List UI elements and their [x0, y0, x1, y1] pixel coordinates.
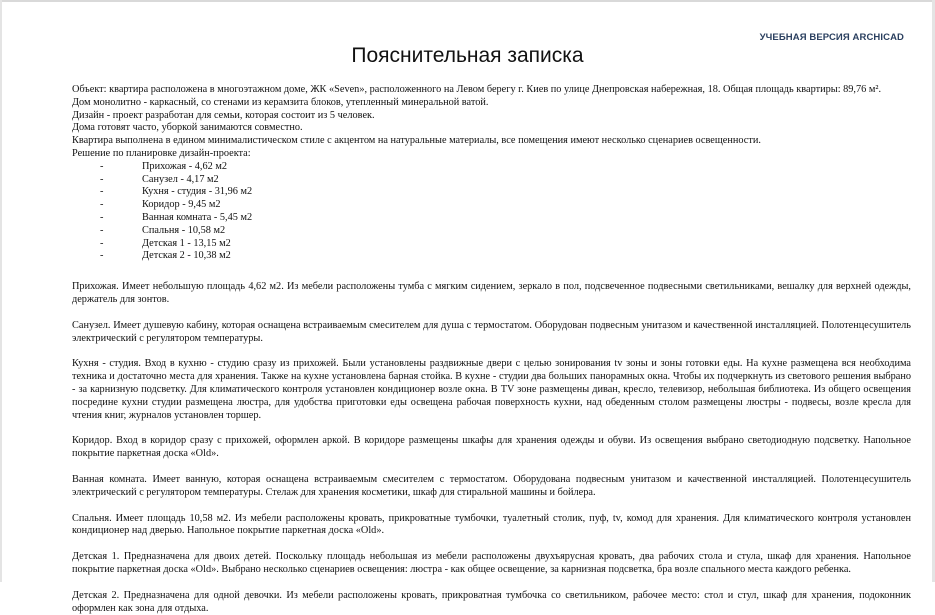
paragraph-bedroom: Спальня. Имеет площадь 10,58 м2. Из мебели расположены кровать, прикроватные тумбочки, туалетный столик, пуф, tv, комод для хранения. Для климатического контроля установлен кондиционер над дверью. Напольное покрытие паркетная доска «Old».	[72, 512, 911, 537]
page-title: Пояснительная записка	[351, 44, 584, 67]
window-left-edge	[0, 0, 2, 582]
list-item: - Коридор - 9,45 м2	[100, 199, 911, 212]
document-body	[72, 84, 911, 615]
list-item: - Детская 1 - 13,15 м2	[100, 238, 911, 251]
list-item: - Кухня - студия - 31,96 м2	[100, 186, 911, 199]
intro-line: Дом монолитно - каркасный, со стенами из керамзита блоков, утепленный минеральной ватой.	[72, 96, 489, 108]
paragraph-kitchen-studio: Кухня - студия. Вход в кухню - студию сразу из прихожей. Были установлены раздвижные двери с целью зонирования tv зоны и зоны готовки еды. На кухне размещена вся необходима техника и достаточно места для хранения. Также на кухне установлена барная стойка. В кухне - студии два больших панорамных окна. Чтобы их подчеркнуть из светового решения выбрано - за карнизную подсветку. Для климатического контроля установлен кондиционер возле окна. В TV зоне размещены диван, кресло, телевизор, небольшая библиотека. Из общего освещения посредине кухни студии размещена люстра, для удобства приготовки еды освещена рабочая поверхность кухни, над обеденным столом размещены люстры - подвесы, возле кресла для чтения книг, журналов установлен торшер.	[72, 358, 911, 421]
list-item: - Детская 2 - 10,38 м2	[100, 250, 911, 263]
intro-line: Решение по планировке дизайн-проекта:	[72, 147, 251, 159]
list-item: - Спальня - 10,58 м2	[100, 225, 911, 238]
archicad-watermark: УЧЕБНАЯ ВЕРСИЯ ARCHICAD	[759, 32, 904, 43]
list-item: - Прихожая - 4,62 м2	[100, 161, 911, 174]
list-item: - Ванная комната - 5,45 м2	[100, 212, 911, 225]
room-list	[72, 161, 911, 263]
paragraph-kids-room-1: Детская 1. Предназначена для двоих детей. Поскольку площадь небольшая из мебели расположены двухъярусная кровать, два рабочих стола и стула, шкаф для хранения. Напольное покрытие паркетная доска «Old». Выбрано несколько сценариев освещения: люстра - как общее освещение, за карнизная подсветка, бра возле спального места каждого ребенка.	[72, 551, 911, 575]
intro-line: Дизайн - проект разработан для семьи, которая состоит из 5 человек.	[72, 109, 375, 121]
intro-line: Дома готовят часто, уборкой занимаются совместно.	[72, 122, 303, 134]
list-item: - Санузел - 4,17 м2	[100, 174, 911, 187]
window-top-edge	[0, 0, 935, 2]
paragraph-hallway: Прихожая. Имеет небольшую площадь 4,62 м2. Из мебели расположены тумба с мягким сидением, зеркало в пол, подсвеченное подвесными светильниками, вешалку для верхней одежды, держатель для зонтов.	[72, 281, 911, 305]
intro-line: Объект: квартира расположена в многоэтажном доме, ЖК «Seven», расположенного на Левом берегу г. Киев по улице Днепровская набережная, 18. Общая площадь квартиры: 89,76 м².	[72, 84, 882, 95]
paragraph-kids-room-2: Детская 2. Предназначена для одной девочки. Из мебели расположены кровать, прикроватная тумбочка со светильником, рабочее место: стол и стул, шкаф для хранения, подоконник оформлен как зона для отдыха.	[72, 589, 911, 614]
paragraph-corridor: Коридор. Вход в коридор сразу с прихожей, оформлен аркой. В коридоре размещены шкафы для хранения одежды и обуви. Из освещения выбрано светодиодную подсветку. Напольное покрытие паркетная доска «Old».	[72, 435, 911, 460]
paragraph-bathroom-small: Санузел. Имеет душевую кабину, которая оснащена встраиваемым смесителем для душа с термостатом. Оборудован подвесным унитазом и качественной инсталляцией. Полотенцесушитель электрический с регулятором температуры.	[72, 319, 911, 344]
intro-line: Квартира выполнена в едином минималистическом стиле с акцентом на натуральные материалы, все помещения имеют несколько сценариев освещенности.	[72, 135, 761, 147]
paragraph-bathroom: Ванная комната. Имеет ванную, которая оснащена встраиваемым смесителем с термостатом. Оборудована подвесным унитазом и качественной инсталляцией. Полотенцесушитель электрический с регулятором температуры. Стелаж для хранения косметики, шкаф для стиральной машины и бойлера.	[72, 473, 911, 498]
